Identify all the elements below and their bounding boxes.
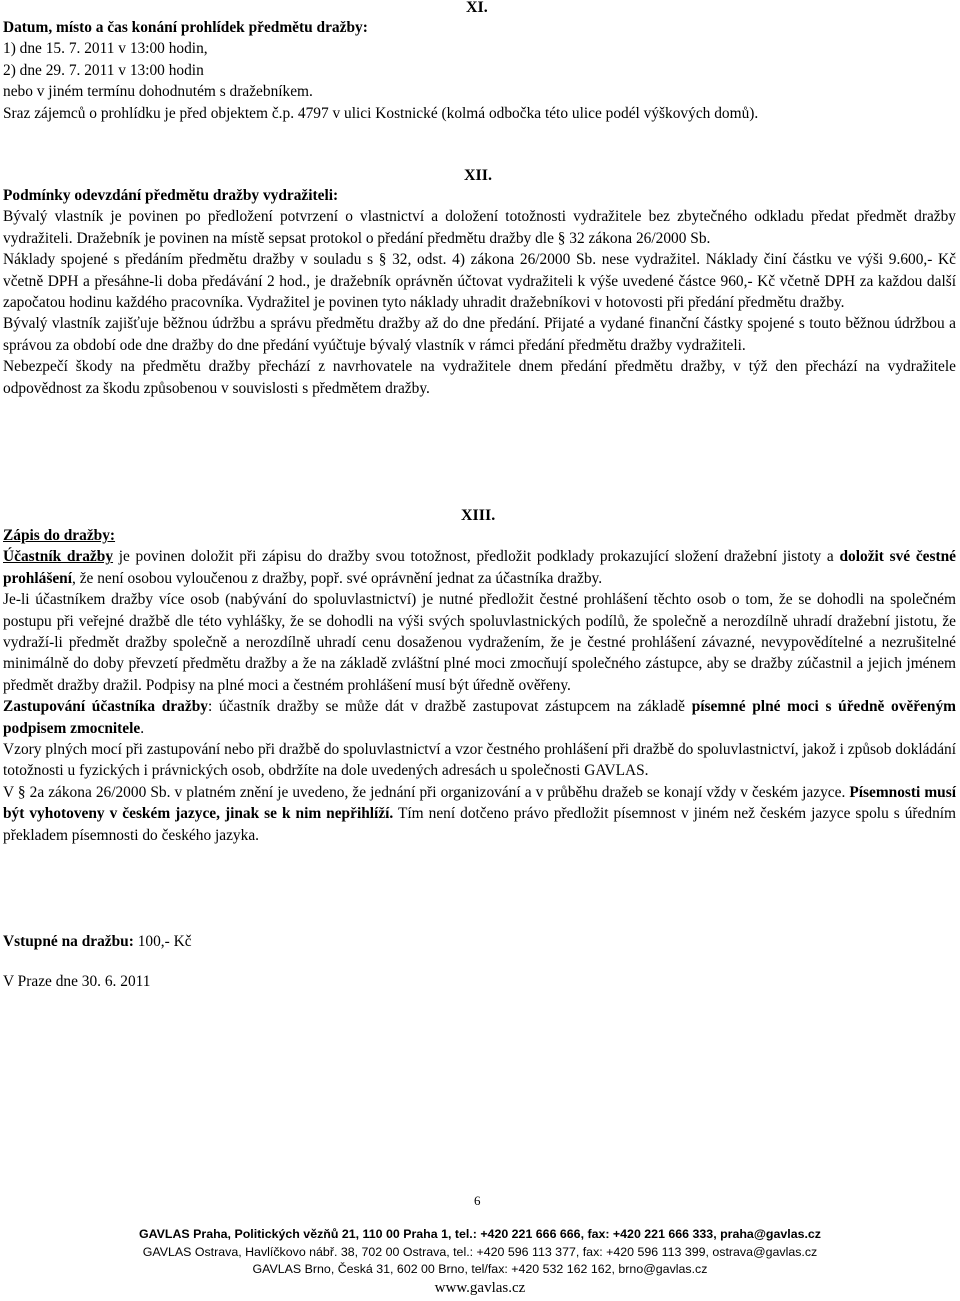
section-xi-heading: Datum, místo a čas konání prohlídek předmětu dražby: bbox=[3, 19, 368, 36]
section-xiii-paragraph: Účastník dražby je povinen doložit při zápisu do dražby svou totožnost, předložit podklady prokazující složení dražební jistoty a doložit své čestné prohlášení, že není osobou vyloučenou z dražby, popř. své oprávnění jednat za účastníka dražby. bbox=[3, 548, 957, 587]
section-xiii-heading: Zápis do dražby: bbox=[3, 527, 116, 544]
section-xii bbox=[3, 185, 956, 399]
section-xi-numeral: XI. bbox=[466, 0, 488, 16]
section-xiii bbox=[3, 525, 956, 846]
footer-brno: GAVLAS Brno, Česká 31, 602 00 Brno, tel/fax: +420 532 162 162, brno@gavlas.cz bbox=[252, 1262, 708, 1277]
section-xiii-paragraph: Zastupování účastníka dražby: účastník dražby se může dát v dražbě zastupovat zástupcem na základě písemné plné moci s úředně ověřeným podpisem zmocnitele. bbox=[3, 698, 956, 737]
section-xi-line: 2) dne 29. 7. 2011 v 13:00 hodin bbox=[3, 61, 204, 79]
footer-website: www.gavlas.cz bbox=[434, 1279, 526, 1296]
section-xii-heading: Podmínky odevzdání předmětu dražby vydražiteli: bbox=[3, 187, 339, 204]
entry-fee: Vstupné na dražbu: 100,- Kč bbox=[3, 933, 192, 950]
section-xiii-paragraph: Vzory plných mocí při zastupování nebo při dražbě do spoluvlastnictví a vzor čestného prohlášení při dražbě do spoluvlastnictví, jakož i způsob dokládání totožnosti u fyzických i právnických osob, obdržíte na dole uvedených adresách u společnosti GAVLAS. bbox=[3, 741, 956, 780]
document-date: V Praze dne 30. 6. 2011 bbox=[3, 973, 151, 990]
footer-praha: GAVLAS Praha, Politických vězňů 21, 110 00 Praha 1, tel.: +420 221 666 666, fax: +420 221 666 333, praha@gavlas.cz bbox=[138, 1227, 822, 1241]
section-xii-numeral: XII. bbox=[464, 167, 493, 184]
footer-ostrava: GAVLAS Ostrava, Havlíčkovo nábř. 38, 702 00 Ostrava, tel.: +420 596 113 377, fax: +420 596 113 399, ostrava@gavlas.cz bbox=[142, 1244, 818, 1259]
section-xiii-paragraph: Je-li účastníkem dražby více osob (nabývání do spoluvlastnictví) je nutné předložit čestné prohlášení těchto osob o tom, že se dohodli na společném postupu při veřejné dražbě dle této vyhlášky, že se dohodli na výši svých spoluvlastnických podílů, že společně a nerozdílně uhradí dražební jistotu, že vydraží-li předmět dražby společně a nerozdílně uhradí cenu dosaženou vydražením, že je čestné prohlášení závazné, nevypovědítelné a nezrušitelné minimálně do doby převzetí předmětu dražby a že na základě zvláštní plné moci zmocňují společného zástupce, aby se dražby zúčastnil a jejich jménem předmět dražby dražil. Podpisy na plné moci a čestném prohlášení musí být úředně ověřeny. bbox=[3, 591, 956, 694]
section-xii-paragraph: Bývalý vlastník zajišťuje běžnou údržbu a správu předmětu dražby až do dne předání. Přijaté a vydané finanční částky spojené s touto běžnou údržbou a správou za období ode dne dražby do dne předání vyúčtuje bývalý vlastník v rámci předání předmětu dražby vydražiteli. bbox=[3, 315, 956, 354]
section-xii-paragraph: Nebezpečí škody na předmětu dražby přechází z navrhovatele na vydražitele dnem předání předmětu dražby, v týž den přechází na vydražitele odpovědnost za škodu způsobenou v souvislosti s předmětem dražby. bbox=[3, 358, 956, 397]
section-xi-line: nebo v jiném termínu dohodnutém s dražebníkem. bbox=[3, 83, 313, 101]
section-xii-paragraph: Náklady spojené s předáním předmětu dražby v souladu s § 32, odst. 4) zákona 26/2000 Sb. nese vydražitel. Náklady činí částku ve výši 9.600,- Kč včetně DPH a přesáhne-li doba předávání 2 hod., je dražebník oprávněn účtovat vydražiteli k výše uvedené částce 960,- Kč včetně DPH za každou další započatou hodinu každého pracovníka. Vydražitel je povinen tyto náklady uhradit dražebníkovi v hotovosti při předání předmětu dražby. bbox=[3, 251, 956, 312]
section-xi bbox=[3, 17, 956, 124]
footer bbox=[0, 1226, 960, 1298]
section-xiii-paragraph: V § 2a zákona 26/2000 Sb. v platném znění je uvedeno, že jednání při organizování a v průběhu dražeb se konají vždy v českém jazyce. Písemnosti musí být vyhotoveny v českém jazyce, jinak se k nim nepřihlíží. Tím není dotčeno právo předložit písemnost v jiném než českém jazyce spolu s úředním překladem písemnosti do českého jazyka. bbox=[3, 783, 957, 844]
page-number: 6 bbox=[474, 1193, 481, 1208]
section-xii-paragraph: Bývalý vlastník je povinen po předložení potvrzení o vlastnictví a doložení totožnosti vydražitele bez zbytečného odkladu předat předmět dražby vydražiteli. Dražebník je povinen na místě sepsat protokol o předání předmětu dražby dle § 32 zákona 26/2000 Sb. bbox=[3, 208, 956, 247]
section-xi-line: 1) dne 15. 7. 2011 v 13:00 hodin, bbox=[3, 40, 208, 58]
section-xi-line: Sraz zájemců o prohlídku je před objektem č.p. 4797 v ulici Kostnické (kolmá odbočka této ulice podél výškových domů). bbox=[3, 104, 759, 122]
section-xiii-numeral: XIII. bbox=[461, 507, 496, 524]
